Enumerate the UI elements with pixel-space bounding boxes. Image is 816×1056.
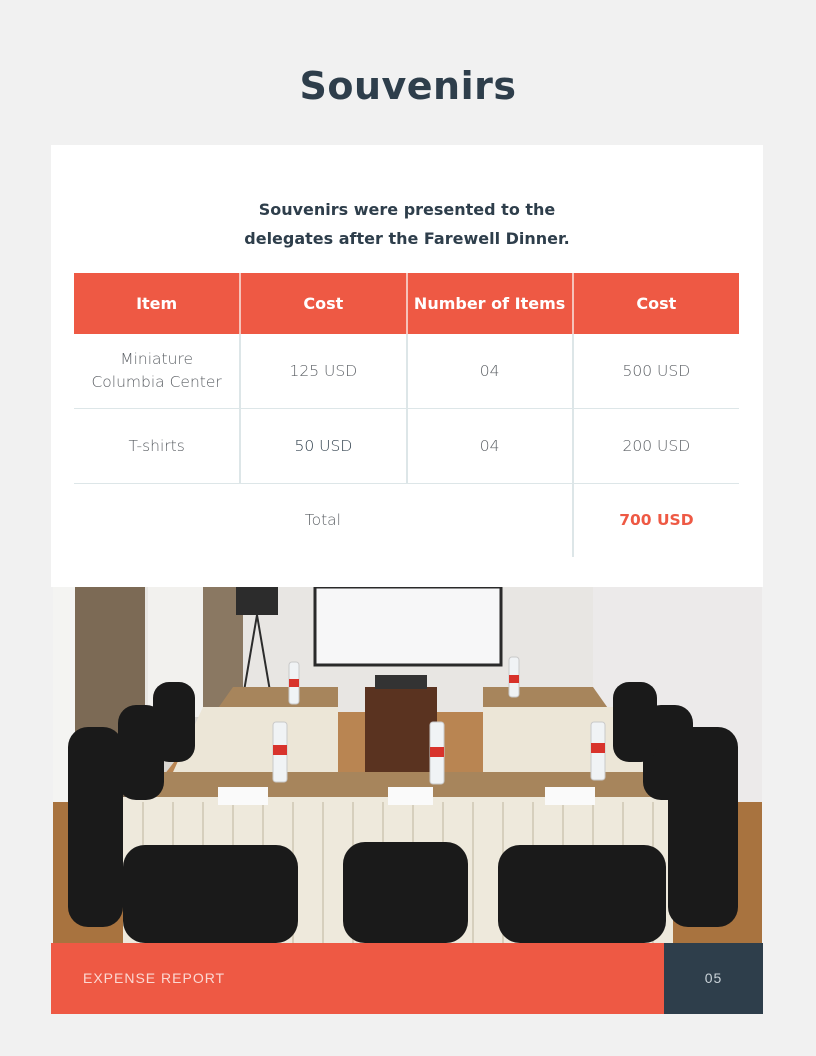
footer-band	[51, 943, 664, 1014]
cell-unit-cost: 50 USD	[240, 409, 406, 484]
table-header-row	[74, 273, 739, 334]
cell-total-cost: 200 USD	[573, 409, 739, 484]
summary-card	[51, 145, 763, 587]
total-row	[74, 484, 739, 558]
page-title: Souvenirs	[299, 64, 517, 108]
header-number-of-items: Number of Items	[407, 273, 573, 334]
meeting-room-photo	[53, 587, 762, 943]
cell-item: Miniature Columbia Center	[74, 334, 240, 409]
cell-unit-cost: 125 USD	[240, 334, 406, 409]
page-number: 05	[704, 970, 723, 986]
cell-total-cost: 500 USD	[573, 334, 739, 409]
footer-label: EXPENSE REPORT	[83, 970, 226, 986]
souvenirs-table	[74, 273, 739, 557]
table-row	[74, 334, 739, 409]
header-unit-cost: Cost	[240, 273, 406, 334]
intro-text	[51, 195, 763, 253]
page-number-box	[664, 943, 763, 1014]
intro-line-1: Souvenirs were presented to the	[258, 200, 556, 219]
cell-item: T-shirts	[74, 409, 240, 484]
intro-line-2: delegates after the Farewell Dinner.	[244, 229, 570, 248]
total-value: 700 USD	[573, 484, 739, 558]
table-row	[74, 409, 739, 484]
header-total-cost: Cost	[573, 273, 739, 334]
cell-quantity: 04	[407, 334, 573, 409]
header-item: Item	[74, 273, 240, 334]
cell-quantity: 04	[407, 409, 573, 484]
total-label: Total	[304, 511, 341, 529]
